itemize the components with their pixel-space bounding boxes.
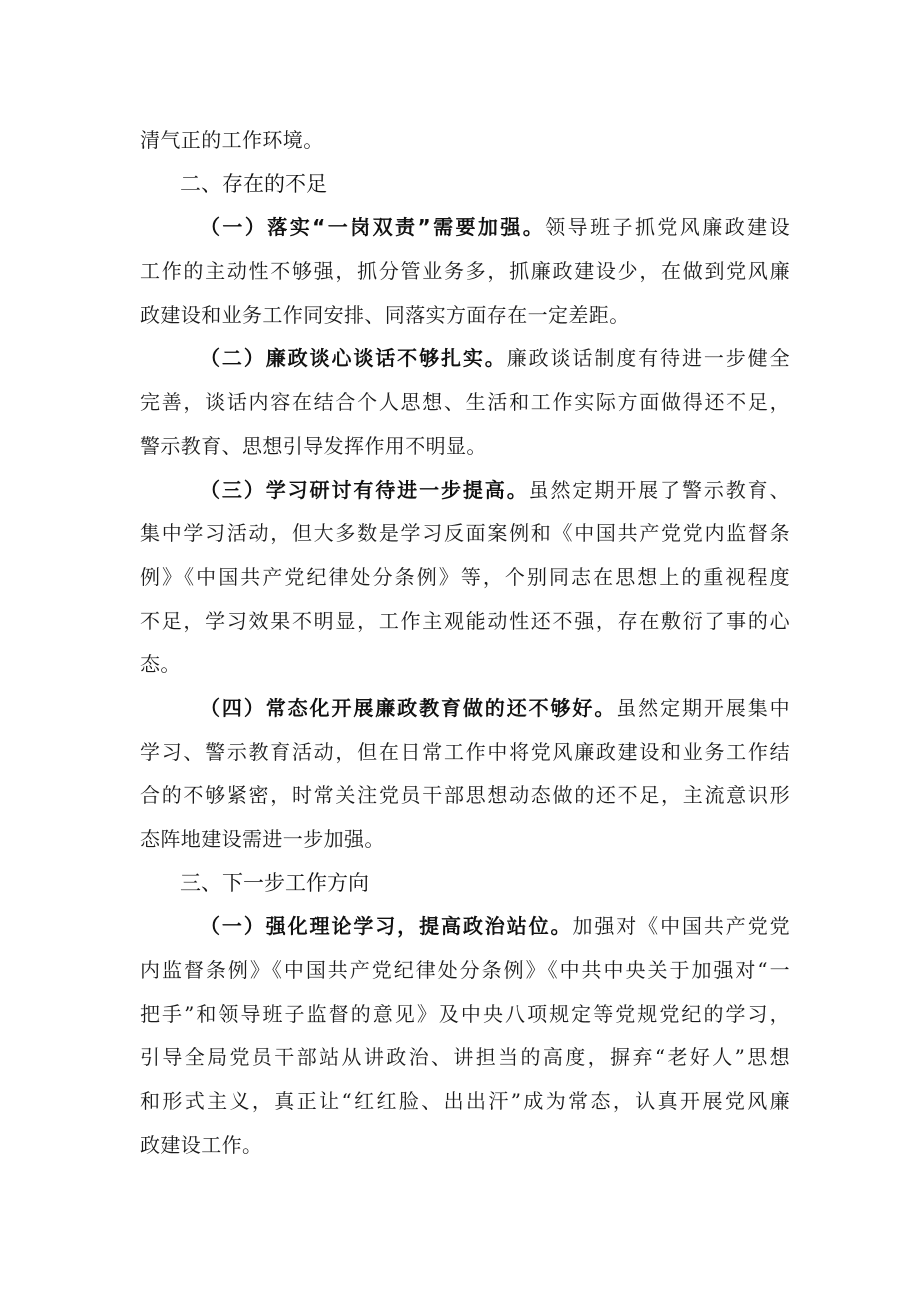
paragraph-line	[140, 206, 790, 250]
section-heading-3: 三、下一步工作方向	[180, 870, 369, 895]
paragraph-line: 学习、警示教育活动，但在日常工作中将党风廉政建设和业务工作结	[140, 739, 790, 764]
paragraph-2-3	[140, 469, 790, 687]
paragraph-line: 引导全局党员干部站从讲政治、讲担当的高度，摒弃“老好人”思想	[140, 1045, 790, 1070]
paragraph-line: 集中学习活动，但大多数是学习反面案例和《中国共产党党内监督条	[140, 521, 790, 546]
paragraph-title: （三）学习研讨有待进一步提高。	[200, 477, 529, 502]
paragraph-line	[140, 337, 790, 381]
paragraph-title: （一）强化理论学习，提高政治站位。	[200, 914, 573, 939]
paragraph-line: 和形式主义，真正让“红红脸、出出汗”成为常态，认真开展党风廉	[140, 1089, 790, 1114]
intro-tail-line: 清气正的工作环境。	[140, 128, 324, 152]
paragraph-line: 工作的主动性不够强，抓分管业务多，抓廉政建设少，在做到党风廉	[140, 259, 790, 284]
paragraph-line: 完善，谈话内容在结合个人思想、生活和工作实际方面做得还不足，	[140, 390, 790, 415]
paragraph-text: 加强对《中国共产党党	[572, 914, 791, 939]
paragraph-line: 内监督条例》《中国共产党纪律处分条例》《中共中央关于加强对“一	[140, 958, 790, 983]
paragraph-2-1	[140, 206, 790, 337]
paragraph-line	[140, 469, 790, 513]
paragraph-text: 虽然定期开展了警示教育、	[528, 477, 790, 502]
paragraph-line: 政建设和业务工作同安排、同落实方面存在一定差距。	[140, 302, 630, 327]
paragraph-text: 领导班子抓党风廉政建设	[545, 215, 790, 240]
section-heading-2: 二、存在的不足	[180, 171, 327, 196]
paragraph-3-1	[140, 905, 790, 1167]
paragraph-title: （四）常态化开展廉政教育做的还不够好。	[200, 695, 617, 720]
paragraph-line: 态。	[140, 652, 181, 677]
paragraph-line: 例》《中国共产党纪律处分条例》等，个别同志在思想上的重视程度	[140, 564, 790, 589]
paragraph-line: 政建设工作。	[140, 1132, 263, 1157]
paragraph-2-4	[140, 687, 790, 862]
document-body	[140, 119, 790, 1168]
paragraph-line: 态阵地建设需进一步加强。	[140, 827, 385, 851]
paragraph-line: 不足，学习效果不明显，工作主观能动性还不强，存在敷衍了事的心	[140, 608, 790, 633]
paragraph-line	[140, 687, 790, 731]
paragraph-text: 虽然定期开展集中	[616, 695, 791, 720]
paragraph-2-2	[140, 337, 790, 468]
paragraph-line: 合的不够紧密，时常关注党员干部思想动态做的还不足，主流意识形	[140, 783, 790, 808]
paragraph-line: 把手”和领导班子监督的意见》及中央八项规定等党规党纪的学习，	[140, 1001, 790, 1026]
paragraph-text: 廉政谈话制度有待进一步健全	[506, 346, 790, 371]
paragraph-title: （二）廉政谈心谈话不够扎实。	[200, 346, 507, 371]
paragraph-line	[140, 905, 790, 949]
paragraph-title: （一）落实“一岗双责”需要加强。	[200, 215, 546, 240]
paragraph-line: 警示教育、思想引导发挥作用不明显。	[140, 433, 487, 458]
